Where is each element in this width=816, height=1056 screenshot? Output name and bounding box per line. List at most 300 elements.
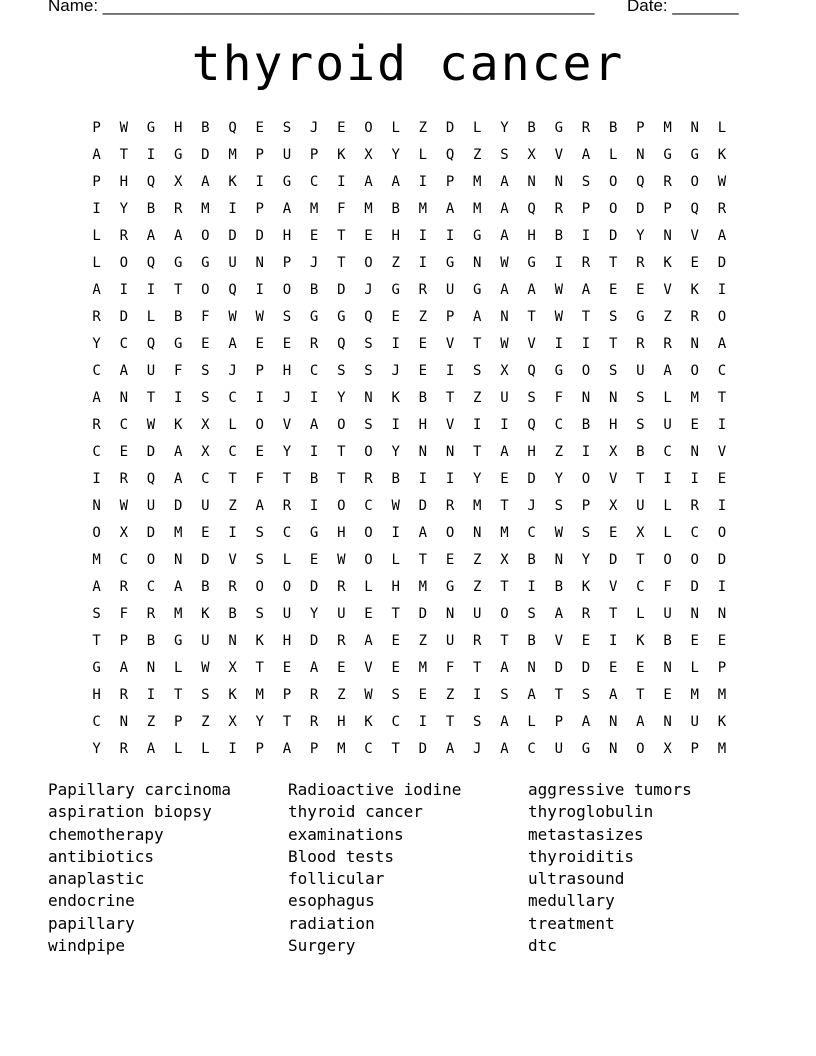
grid-letter: A xyxy=(173,470,183,487)
grid-letter: O xyxy=(282,281,292,298)
grid-letter: O xyxy=(255,578,264,595)
grid-letter: O xyxy=(337,497,346,514)
grid-letter: A xyxy=(608,686,618,703)
grid-letter: B xyxy=(636,443,645,460)
grid-letter: C xyxy=(690,524,699,541)
grid-letter: T xyxy=(500,632,509,649)
grid-letter: S xyxy=(636,416,645,433)
grid-letter: Y xyxy=(282,443,292,460)
grid-letter: Y xyxy=(119,200,128,217)
grid-letter: A xyxy=(527,686,536,703)
grid-letter: C xyxy=(391,713,400,730)
grid-letter: N xyxy=(173,551,183,568)
grid-letter: Z xyxy=(473,389,482,406)
grid-letter: G xyxy=(581,740,591,757)
grid-letter: R xyxy=(445,497,455,514)
grid-letter: Q xyxy=(527,416,536,433)
grid-letter: D xyxy=(255,227,264,244)
grid-letter: R xyxy=(636,254,645,271)
grid-letter: D xyxy=(119,308,128,325)
grid-letter: L xyxy=(364,578,373,595)
grid-letter: N xyxy=(92,497,101,514)
grid-letter: P xyxy=(255,362,264,379)
grid-letter: G xyxy=(173,146,183,163)
grid-letter: O xyxy=(364,119,373,136)
word-list-item: windpipe xyxy=(48,936,126,956)
grid-letter: I xyxy=(663,470,672,487)
grid-letter: S xyxy=(201,362,210,379)
grid-letter: Y xyxy=(391,443,400,460)
grid-letter: M xyxy=(717,740,727,757)
grid-letter: H xyxy=(282,632,292,649)
grid-letter: S xyxy=(391,686,400,703)
grid-letter: J xyxy=(309,119,319,136)
grid-letter: B xyxy=(527,632,536,649)
grid-letter: H xyxy=(337,713,346,730)
word-list-item: radiation xyxy=(288,913,375,933)
grid-letter: L xyxy=(418,146,428,163)
grid-letter: S xyxy=(608,362,618,379)
grid-letter: F xyxy=(554,389,563,406)
grid-letter: M xyxy=(500,524,509,541)
grid-letter: A xyxy=(309,659,319,676)
grid-letter: B xyxy=(554,227,563,244)
grid-letter: L xyxy=(173,659,183,676)
grid-letter: I xyxy=(445,227,455,244)
grid-letter: T xyxy=(391,605,400,622)
grid-letter: V xyxy=(364,659,373,676)
grid-letter: M xyxy=(201,200,210,217)
grid-letter: H xyxy=(337,524,346,541)
grid-letter: C xyxy=(717,362,727,379)
grid-letter: T xyxy=(473,659,482,676)
grid-letter: I xyxy=(228,200,237,217)
grid-letter: A xyxy=(92,281,101,298)
grid-letter: C xyxy=(228,443,237,460)
grid-letter: I xyxy=(418,713,428,730)
grid-letter: R xyxy=(309,713,319,730)
grid-letter: N xyxy=(228,632,237,649)
grid-letter: T xyxy=(473,443,482,460)
grid-letter: V xyxy=(527,335,536,352)
grid-letter: R xyxy=(309,335,319,352)
grid-letter: B xyxy=(663,632,672,649)
grid-letter: U xyxy=(554,740,563,757)
grid-letter: P xyxy=(309,740,319,757)
grid-letter: S xyxy=(473,362,482,379)
grid-letter: H xyxy=(391,227,400,244)
grid-letter: V xyxy=(445,416,455,433)
grid-letter: Z xyxy=(445,686,455,703)
grid-letter: L xyxy=(228,416,237,433)
grid-letter: Y xyxy=(473,470,482,487)
grid-letter: L xyxy=(146,308,156,325)
grid-letter: L xyxy=(663,497,672,514)
grid-letter: I xyxy=(418,470,428,487)
grid-letter: R xyxy=(119,470,128,487)
grid-letter: R xyxy=(119,578,128,595)
grid-letter: I xyxy=(717,497,727,514)
grid-letter: R xyxy=(364,470,373,487)
grid-letter: W xyxy=(201,659,210,676)
grid-letter: A xyxy=(500,740,509,757)
grid-letter: R xyxy=(663,335,672,352)
grid-letter: T xyxy=(173,686,183,703)
grid-letter: C xyxy=(309,173,319,190)
word-list-item: dtc xyxy=(528,936,557,956)
grid-letter: B xyxy=(527,119,536,136)
grid-letter: U xyxy=(282,605,292,622)
grid-letter: R xyxy=(92,416,101,433)
grid-letter: C xyxy=(663,443,672,460)
grid-letter: A xyxy=(391,173,400,190)
grid-letter: C xyxy=(92,443,101,460)
grid-letter: V xyxy=(282,416,292,433)
grid-letter: I xyxy=(391,416,400,433)
grid-letter: R xyxy=(337,578,346,595)
grid-letter: D xyxy=(146,443,156,460)
grid-letter: G xyxy=(473,281,482,298)
grid-letter: E xyxy=(255,443,264,460)
grid-letter: D xyxy=(717,551,727,568)
grid-letter: B xyxy=(581,416,591,433)
grid-letter: I xyxy=(717,281,727,298)
grid-letter: M xyxy=(364,200,373,217)
grid-letter: G xyxy=(309,524,319,541)
grid-letter: N xyxy=(581,389,591,406)
grid-letter: C xyxy=(364,740,373,757)
grid-letter: Z xyxy=(228,497,237,514)
grid-letter: W xyxy=(500,254,509,271)
grid-letter: Z xyxy=(473,578,482,595)
grid-letter: X xyxy=(636,524,645,541)
grid-letter: T xyxy=(337,470,346,487)
grid-letter: S xyxy=(500,686,509,703)
grid-letter: W xyxy=(391,497,400,514)
grid-letter: S xyxy=(473,713,482,730)
grid-letter: Z xyxy=(201,713,210,730)
word-list-item: examinations xyxy=(288,824,404,844)
grid-letter: E xyxy=(418,335,428,352)
grid-letter: Q xyxy=(228,281,237,298)
grid-letter: R xyxy=(119,686,128,703)
grid-letter: T xyxy=(445,389,455,406)
grid-letter: O xyxy=(282,578,292,595)
grid-letter: B xyxy=(201,578,210,595)
grid-letter: U xyxy=(663,416,672,433)
grid-letter: B xyxy=(146,632,156,649)
grid-letter: X xyxy=(201,443,210,460)
grid-letter: X xyxy=(364,146,373,163)
grid-letter: I xyxy=(309,443,319,460)
grid-letter: F xyxy=(255,470,264,487)
grid-letter: G xyxy=(554,119,563,136)
grid-letter: D xyxy=(608,551,618,568)
grid-letter: N xyxy=(554,173,563,190)
grid-letter: N xyxy=(608,389,618,406)
grid-letter: T xyxy=(391,740,400,757)
grid-letter: E xyxy=(391,659,400,676)
grid-letter: T xyxy=(255,659,264,676)
grid-letter: O xyxy=(337,416,346,433)
grid-letter: X xyxy=(500,551,509,568)
word-list-item: follicular xyxy=(288,869,385,889)
grid-letter: J xyxy=(282,389,292,406)
grid-letter: P xyxy=(255,146,264,163)
grid-letter: S xyxy=(201,389,210,406)
grid-letter: X xyxy=(119,524,128,541)
grid-letter: K xyxy=(201,605,210,622)
grid-letter: S xyxy=(201,686,210,703)
word-list-item: chemotherapy xyxy=(48,824,164,844)
grid-letter: N xyxy=(255,254,264,271)
grid-letter: I xyxy=(473,416,482,433)
grid-letter: S xyxy=(364,335,373,352)
grid-letter: I xyxy=(527,578,536,595)
grid-letter: Y xyxy=(255,713,264,730)
grid-letter: D xyxy=(309,632,319,649)
grid-letter: S xyxy=(581,686,591,703)
grid-letter: G xyxy=(391,281,400,298)
grid-letter: D xyxy=(201,551,210,568)
grid-letter: M xyxy=(92,551,101,568)
grid-letter: W xyxy=(228,308,237,325)
grid-letter: O xyxy=(690,173,699,190)
grid-letter: T xyxy=(608,254,618,271)
grid-letter: G xyxy=(554,362,563,379)
grid-letter: I xyxy=(119,281,128,298)
grid-letter: G xyxy=(282,173,292,190)
grid-letter: N xyxy=(717,605,727,622)
grid-letter: J xyxy=(527,497,536,514)
grid-letter: A xyxy=(364,632,373,649)
grid-letter: S xyxy=(608,308,618,325)
grid-letter: N xyxy=(608,713,618,730)
grid-letter: M xyxy=(418,659,428,676)
grid-letter: N xyxy=(146,659,156,676)
grid-letter: X xyxy=(527,146,536,163)
grid-letter: G xyxy=(309,308,319,325)
grid-letter: N xyxy=(690,335,699,352)
grid-letter: I xyxy=(337,173,346,190)
grid-letter: R xyxy=(146,605,156,622)
grid-letter: D xyxy=(309,578,319,595)
grid-letter: X xyxy=(228,713,237,730)
grid-letter: E xyxy=(282,659,292,676)
grid-letter: U xyxy=(500,389,509,406)
grid-letter: I xyxy=(92,470,101,487)
grid-letter: O xyxy=(636,740,645,757)
grid-letter: K xyxy=(391,389,400,406)
grid-letter: E xyxy=(608,659,618,676)
grid-letter: F xyxy=(663,578,672,595)
word-list-item: Papillary carcinoma xyxy=(48,780,232,799)
grid-letter: R xyxy=(581,119,591,136)
grid-letter: T xyxy=(636,470,645,487)
grid-letter: O xyxy=(717,308,727,325)
grid-letter: C xyxy=(92,713,101,730)
grid-letter: B xyxy=(391,200,400,217)
grid-letter: Q xyxy=(445,146,455,163)
grid-letter: F xyxy=(445,659,455,676)
grid-letter: U xyxy=(146,362,156,379)
grid-letter: R xyxy=(690,497,699,514)
grid-letter: Z xyxy=(663,308,672,325)
grid-letter: U xyxy=(636,497,645,514)
grid-letter: K xyxy=(581,578,591,595)
grid-letter: P xyxy=(309,146,319,163)
grid-letter: A xyxy=(500,659,509,676)
grid-letter: A xyxy=(282,200,292,217)
grid-letter: T xyxy=(636,686,645,703)
grid-letter: S xyxy=(364,416,373,433)
grid-letter: Q xyxy=(146,335,156,352)
grid-letter: T xyxy=(554,686,563,703)
grid-letter: O xyxy=(581,362,591,379)
grid-letter: A xyxy=(418,524,428,541)
word-list-item: aspiration biopsy xyxy=(48,802,212,822)
grid-letter: D xyxy=(201,146,210,163)
grid-letter: A xyxy=(500,713,509,730)
grid-letter: X xyxy=(608,497,618,514)
grid-letter: A xyxy=(119,362,128,379)
grid-letter: B xyxy=(527,551,536,568)
grid-letter: E xyxy=(364,227,373,244)
grid-letter: Y xyxy=(636,227,645,244)
grid-letter: W xyxy=(119,119,128,136)
grid-letter: M xyxy=(473,200,482,217)
grid-letter: V xyxy=(663,281,672,298)
grid-letter: Y xyxy=(581,551,591,568)
grid-letter: K xyxy=(636,632,645,649)
grid-letter: G xyxy=(473,227,482,244)
grid-letter: H xyxy=(391,578,400,595)
grid-letter: M xyxy=(690,686,699,703)
grid-letter: R xyxy=(663,173,672,190)
grid-letter: E xyxy=(581,632,591,649)
grid-letter: A xyxy=(92,146,101,163)
grid-letter: D xyxy=(445,119,455,136)
grid-letter: R xyxy=(473,632,482,649)
grid-letter: C xyxy=(201,470,210,487)
grid-letter: T xyxy=(337,227,346,244)
grid-letter: V xyxy=(554,146,563,163)
word-list-item: aggressive tumors xyxy=(528,780,692,799)
word-list-item: esophagus xyxy=(288,891,375,911)
grid-letter: L xyxy=(527,713,536,730)
grid-letter: G xyxy=(173,254,183,271)
grid-letter: I xyxy=(391,524,400,541)
grid-letter: Z xyxy=(473,551,482,568)
grid-letter: B xyxy=(173,308,183,325)
grid-letter: E xyxy=(418,686,428,703)
grid-letter: L xyxy=(92,227,101,244)
grid-letter: Q xyxy=(146,173,156,190)
grid-letter: T xyxy=(608,605,618,622)
grid-letter: H xyxy=(119,173,128,190)
grid-letter: T xyxy=(337,254,346,271)
grid-letter: P xyxy=(173,713,183,730)
grid-letter: N xyxy=(445,443,455,460)
grid-letter: X xyxy=(663,740,672,757)
grid-letter: J xyxy=(391,362,400,379)
word-list-item: medullary xyxy=(528,891,615,911)
grid-letter: S xyxy=(255,524,264,541)
grid-letter: W xyxy=(554,281,563,298)
grid-letter: P xyxy=(255,740,264,757)
grid-letter: S xyxy=(282,308,292,325)
grid-letter: H xyxy=(173,119,183,136)
grid-letter: T xyxy=(92,632,101,649)
grid-letter: W xyxy=(554,308,563,325)
grid-letter: Y xyxy=(391,146,400,163)
grid-letter: R xyxy=(636,335,645,352)
grid-letter: E xyxy=(690,254,699,271)
grid-letter: A xyxy=(173,227,183,244)
word-list-item: thyroid cancer xyxy=(288,802,423,822)
grid-letter: R xyxy=(418,281,428,298)
grid-letter: C xyxy=(527,740,536,757)
grid-letter: R xyxy=(554,200,563,217)
grid-letter: O xyxy=(201,227,210,244)
grid-letter: O xyxy=(690,551,699,568)
word-list-item: Radioactive iodine xyxy=(288,780,462,799)
grid-letter: T xyxy=(527,308,536,325)
grid-letter: E xyxy=(309,227,319,244)
grid-letter: Y xyxy=(337,389,346,406)
grid-letter: Z xyxy=(554,443,563,460)
grid-letter: N xyxy=(119,713,128,730)
grid-letter: W xyxy=(146,416,156,433)
grid-letter: I xyxy=(445,362,455,379)
grid-letter: A xyxy=(309,416,319,433)
grid-letter: T xyxy=(581,308,591,325)
grid-letter: W xyxy=(337,551,346,568)
grid-letter: P xyxy=(445,173,455,190)
grid-letter: Q xyxy=(228,119,237,136)
grid-letter: G xyxy=(636,308,645,325)
grid-letter: C xyxy=(119,416,128,433)
grid-letter: P xyxy=(554,713,563,730)
grid-letter: P xyxy=(717,659,727,676)
grid-letter: W xyxy=(500,335,509,352)
grid-letter: R xyxy=(92,308,101,325)
grid-letter: P xyxy=(690,740,699,757)
grid-letter: S xyxy=(255,605,264,622)
grid-letter: Z xyxy=(418,308,428,325)
grid-letter: L xyxy=(608,146,618,163)
grid-letter: A xyxy=(581,281,591,298)
grid-letter: O xyxy=(663,551,672,568)
grid-letter: S xyxy=(282,119,292,136)
grid-letter: L xyxy=(473,119,482,136)
grid-letter: V xyxy=(445,335,455,352)
grid-letter: N xyxy=(663,713,672,730)
grid-letter: P xyxy=(92,173,101,190)
grid-letter: K xyxy=(717,146,727,163)
grid-letter: A xyxy=(500,443,509,460)
grid-letter: X xyxy=(173,173,183,190)
grid-letter: V xyxy=(554,632,563,649)
grid-letter: T xyxy=(282,470,292,487)
grid-letter: P xyxy=(663,200,672,217)
grid-letter: N xyxy=(364,389,373,406)
grid-letter: E xyxy=(201,335,210,352)
grid-letter: M xyxy=(228,146,237,163)
grid-letter: L xyxy=(663,524,672,541)
grid-letter: E xyxy=(255,119,264,136)
grid-letter: M xyxy=(717,686,727,703)
